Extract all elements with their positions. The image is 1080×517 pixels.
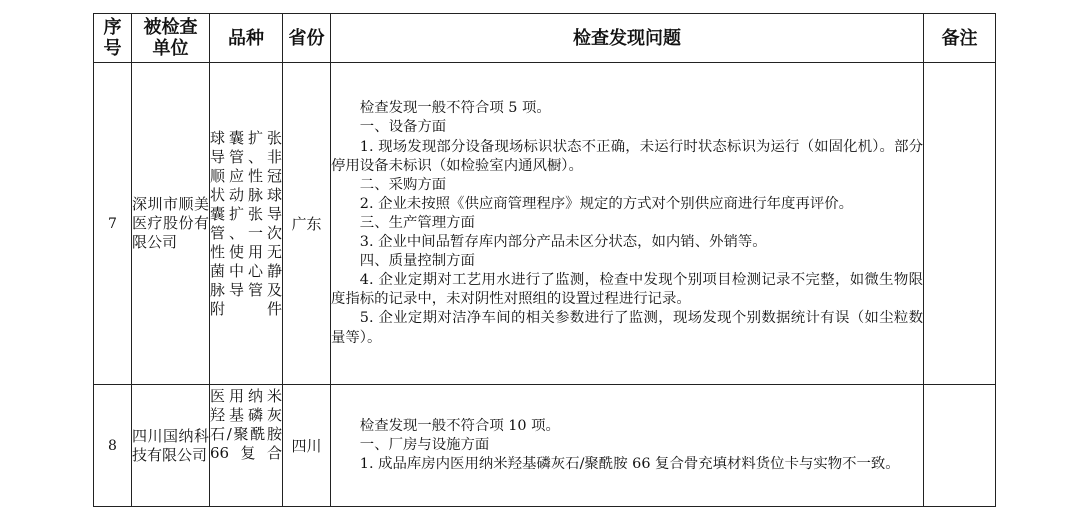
row-variety: 球囊扩张导管、非顺应性冠状动脉球囊扩张导管、一次性使用无菌中心静脉导管及附件: [210, 63, 283, 385]
issue-line: 2. 企业未按照《供应商管理程序》规定的方式对个别供应商进行年度再评价。: [359, 195, 853, 212]
issue-line: 四、质量控制方面: [359, 253, 475, 270]
row-unit: 四川国纳科技有限公司: [132, 385, 210, 507]
issue-line: 1. 现场发现部分设备现场标识状态不正确，未运行时状态标识为运行（如固化机）。部分停用设备未标识（如检验室内通风橱）。: [331, 138, 923, 174]
row-seq: 7: [94, 63, 132, 385]
row-remark: [924, 385, 996, 507]
issue-line: 三、生产管理方面: [359, 214, 475, 231]
row-issues: [331, 63, 924, 385]
table-row: [94, 63, 996, 385]
header-row: [94, 14, 996, 63]
issue-line: 检查发现一般不符合项 10 项。: [359, 417, 560, 434]
row-variety-cell: [210, 385, 283, 507]
row-remark: [924, 63, 996, 385]
issue-line: 5. 企业定期对洁净车间的相关参数进行了监测，现场发现个别数据统计有误（如尘粒数量等）。: [331, 310, 923, 346]
header-remark: 备注: [924, 14, 996, 63]
row-issues: [331, 385, 924, 507]
row-variety: 医用纳米羟基磷灰石/聚酰胺66复合: [210, 387, 282, 462]
issue-line: 4. 企业定期对工艺用水进行了监测，检查中发现个别项目检测记录不完整，如微生物限度指标的记录中，未对阴性对照组的设置过程进行记录。: [331, 272, 923, 308]
header-issues: 检查发现问题: [331, 14, 924, 63]
issue-line: 检查发现一般不符合项 5 项。: [359, 100, 551, 117]
table-row: [94, 385, 996, 507]
header-province: 省份: [283, 14, 331, 63]
row-unit: 深圳市顺美医疗股份有限公司: [132, 63, 210, 385]
row-province: 广东: [283, 63, 331, 385]
row-seq: 8: [94, 385, 132, 507]
issue-line: 二、采购方面: [359, 176, 447, 193]
inspection-table: [93, 13, 996, 507]
header-unit: 被检查 单位: [132, 14, 210, 63]
issue-line: 1. 成品库房内医用纳米羟基磷灰石/聚酰胺 66 复合骨充填材料货位卡与实物不一致。: [359, 456, 900, 473]
row-province: 四川: [283, 385, 331, 507]
issue-line: 一、厂房与设施方面: [359, 436, 490, 453]
issue-line: 3. 企业中间品暂存库内部分产品未区分状态，如内销、外销等。: [359, 234, 767, 251]
header-seq: 序 号: [94, 14, 132, 63]
issue-line: 一、设备方面: [359, 119, 447, 136]
header-variety: 品种: [210, 14, 283, 63]
